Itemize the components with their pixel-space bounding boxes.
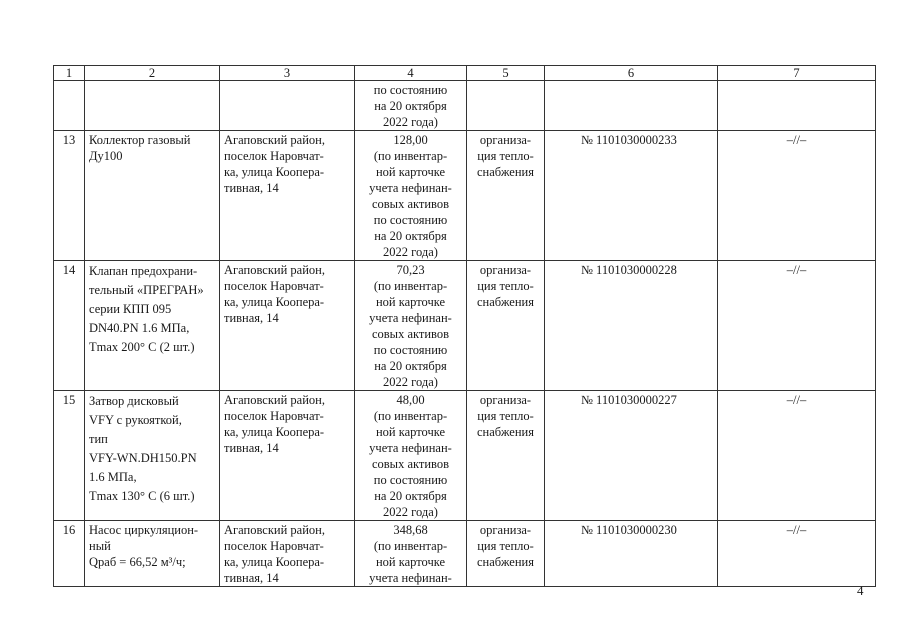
organization — [467, 131, 545, 261]
address-line: тивная, 14 — [224, 441, 279, 455]
value-line: (по инвентар- — [373, 409, 448, 423]
empty-cell — [220, 81, 355, 131]
organization-line: снабжения — [477, 555, 534, 569]
value-line: учета нефинан- — [369, 571, 452, 585]
value — [355, 131, 467, 261]
column-number: 3 — [220, 66, 355, 81]
value-cell — [355, 81, 467, 131]
empty-cell — [718, 81, 876, 131]
value-line: учета нефинан- — [369, 181, 452, 195]
value-line: ной карточке — [375, 295, 446, 309]
address-line: ка, улица Коопера- — [224, 165, 325, 179]
address-line: Агаповский район, — [224, 133, 325, 147]
empty-cell — [85, 81, 220, 131]
value-line: по состоянию — [373, 473, 448, 487]
column-number: 7 — [718, 66, 876, 81]
inventory-number: № 1101030000228 — [545, 261, 718, 391]
item-name-line: тип — [89, 432, 108, 446]
organization-line: ция тепло- — [477, 149, 534, 163]
address-line: ка, улица Коопера- — [224, 425, 325, 439]
address-line: Агаповский район, — [224, 393, 325, 407]
address-line: тивная, 14 — [224, 181, 279, 195]
item-name-line: Tmax 130° С (6 шт.) — [89, 489, 195, 503]
value-line: 2022 года) — [383, 375, 438, 389]
organization-line: организа- — [479, 133, 532, 147]
row-number: 15 — [54, 391, 85, 521]
inventory-number: № 1101030000230 — [545, 521, 718, 587]
column-number: 1 — [54, 66, 85, 81]
address — [220, 261, 355, 391]
value-line: ной карточке — [375, 425, 446, 439]
value-line: 70,23 — [396, 263, 425, 277]
address — [220, 521, 355, 587]
organization-line: организа- — [479, 263, 532, 277]
organization-line: снабжения — [477, 295, 534, 309]
empty-cell — [467, 81, 545, 131]
address-line: тивная, 14 — [224, 571, 279, 585]
row-number: 13 — [54, 131, 85, 261]
note: –//– — [718, 131, 876, 261]
column-number: 2 — [85, 66, 220, 81]
note: –//– — [718, 391, 876, 521]
column-number: 5 — [467, 66, 545, 81]
note: –//– — [718, 521, 876, 587]
value-line: на 20 октября — [374, 489, 447, 503]
table-row — [54, 261, 876, 391]
address-line: Агаповский район, — [224, 523, 325, 537]
column-number: 4 — [355, 66, 467, 81]
page-number: 4 — [857, 583, 864, 598]
inventory-number: № 1101030000233 — [545, 131, 718, 261]
organization-line: ция тепло- — [477, 539, 534, 553]
item-name-line: Ду100 — [89, 149, 123, 163]
address-line: поселок Наровчат- — [224, 279, 324, 293]
value-line: 128,00 — [393, 133, 428, 147]
item-name — [85, 261, 220, 391]
item-name-line: VFY-WN.DH150.PN — [89, 451, 197, 465]
value-line: 348,68 — [393, 523, 428, 537]
inventory-number: № 1101030000227 — [545, 391, 718, 521]
address-line: ка, улица Коопера- — [224, 555, 325, 569]
value-line: по состоянию — [373, 343, 448, 357]
item-name-line: 1.6 МПа, — [89, 470, 137, 484]
value-line: совых активов — [371, 457, 450, 471]
item-name-line: Qраб = 66,52 м³/ч; — [89, 555, 186, 569]
item-name-line: DN40.PN 1.6 МПа, — [89, 321, 190, 335]
table-row — [54, 131, 876, 261]
value-line: 2022 года) — [383, 115, 438, 129]
table-row — [54, 391, 876, 521]
value-line: 48,00 — [396, 393, 425, 407]
table-row — [54, 521, 876, 587]
value-line: (по инвентар- — [373, 149, 448, 163]
value-line: учета нефинан- — [369, 311, 452, 325]
empty-cell — [54, 81, 85, 131]
column-number: 6 — [545, 66, 718, 81]
address-line: ка, улица Коопера- — [224, 295, 325, 309]
organization-line: организа- — [479, 523, 532, 537]
value-line: совых активов — [371, 197, 450, 211]
item-name-line: Клапан предохрани- — [89, 264, 198, 278]
table-row-continuation — [54, 81, 876, 131]
item-name — [85, 131, 220, 261]
value-line: по состоянию — [373, 213, 448, 227]
value-line: (по инвентар- — [373, 279, 448, 293]
value-line: 2022 года) — [383, 245, 438, 259]
address-line: поселок Наровчат- — [224, 539, 324, 553]
row-number: 16 — [54, 521, 85, 587]
value-line: совых активов — [371, 327, 450, 341]
value-line: на 20 октября — [374, 359, 447, 373]
item-name-line: тельный «ПРЕГРАН» — [89, 283, 204, 297]
organization-line: снабжения — [477, 165, 534, 179]
value-line: 2022 года) — [383, 505, 438, 519]
value — [355, 521, 467, 587]
item-name-line: ный — [89, 539, 111, 553]
item-name-line: VFY с рукояткой, — [89, 413, 182, 427]
column-number-row — [54, 66, 876, 81]
item-name-line: Затвор дисковый — [89, 394, 179, 408]
value — [355, 391, 467, 521]
item-name-line: серии КПП 095 — [89, 302, 172, 316]
organization-line: ция тепло- — [477, 279, 534, 293]
value-line: ной карточке — [375, 165, 446, 179]
value-line: (по инвентар- — [373, 539, 448, 553]
organization — [467, 521, 545, 587]
note: –//– — [718, 261, 876, 391]
value-line: на 20 октября — [374, 229, 447, 243]
organization-line: снабжения — [477, 425, 534, 439]
address-line: тивная, 14 — [224, 311, 279, 325]
value-line: ной карточке — [375, 555, 446, 569]
value-line: по состоянию — [373, 83, 448, 97]
item-name-line: Tmax 200° С (2 шт.) — [89, 340, 195, 354]
organization-line: организа- — [479, 393, 532, 407]
address — [220, 131, 355, 261]
property-table — [53, 65, 876, 587]
value — [355, 261, 467, 391]
organization-line: ция тепло- — [477, 409, 534, 423]
item-name — [85, 521, 220, 587]
organization — [467, 391, 545, 521]
value-line: на 20 октября — [374, 99, 447, 113]
value-line: учета нефинан- — [369, 441, 452, 455]
address-line: поселок Наровчат- — [224, 409, 324, 423]
address — [220, 391, 355, 521]
address-line: Агаповский район, — [224, 263, 325, 277]
organization — [467, 261, 545, 391]
item-name-line: Насос циркуляцион- — [89, 523, 199, 537]
item-name — [85, 391, 220, 521]
empty-cell — [545, 81, 718, 131]
item-name-line: Коллектор газовый — [89, 133, 191, 147]
address-line: поселок Наровчат- — [224, 149, 324, 163]
row-number: 14 — [54, 261, 85, 391]
